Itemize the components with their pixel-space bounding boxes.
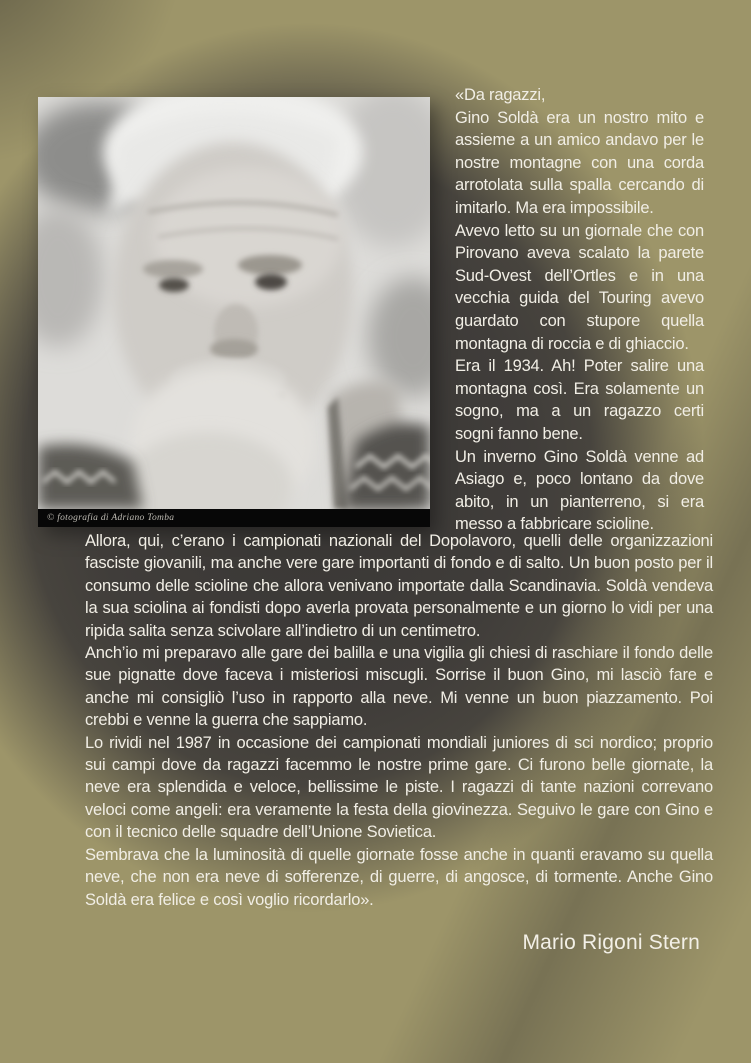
body-paragraph: Lo rividi nel 1987 in occasione dei campionati mondiali juniores di sci nordico; proprio sui campi dove da ragazzi facemmo le nostre prime gare. Ci furono belle giornate, la neve era splendida e veloce, bellissime le piste. I ragazzi di tante nazioni correvano veloci come angeli: era veramente la festa della giovinezza. Seguivo le gare con Gino e con il tecnico delle squadre dell’Unione Sovietica. xyxy=(85,733,713,842)
body-paragraph: Allora, qui, c’erano i campionati nazionali del Dopolavoro, quelli delle organizzazioni fasciste giovanili, ma anche vere gare importanti di fondo e di salto. Un buon posto per il consumo delle scioline che allora venivano importate dalla Scandinavia. Soldà vendeva la sua sciolina ai fondisti dopo averla provata personalmente e un giorno lo vidi per una ripida salita senza scivolare all’indietro di un centimetro. xyxy=(85,532,713,640)
portrait-photo xyxy=(38,97,430,509)
quote-paragraph: «Da ragazzi, xyxy=(455,86,546,104)
body-paragraph: Sembrava che la luminosità di quelle giornate fosse anche in quanti eravamo su quella neve, che non era neve di sofferenze, di guerre, di angosce, di tormente. Anche Gino Soldà era felice e così voglio ricordarlo». xyxy=(85,845,713,909)
quote-paragraph: Un inverno Gino Soldà venne ad Asiago e, poco lontano da dove abito, in un pianterreno, si era messo a fabbricare scioline. xyxy=(455,447,704,534)
author-signature: Mario Rigoni Stern xyxy=(522,931,700,954)
photo-caption: © fotografia di Adriano Tomba xyxy=(38,509,430,527)
quote-paragraph: Gino Soldà era un nostro mito e assieme a un amico andavo per le nostre montagne con una corda arrotolata sulla spalla cercando di imitarlo. Ma era impossibile. xyxy=(455,108,704,217)
quote-column xyxy=(455,84,704,536)
body-paragraph: Anch’io mi preparavo alle gare dei balilla e una vigilia gli chiesi di raschiare il fondo delle sue pignatte dove faceva i misteriosi miscugli. Sorrise il buon Gino, mi lasciò fare e anche mi consigliò l’uso in rapporto alla neve. Mi venne un buon piazzamento. Poi crebbi e venne la guerra che sappiamo. xyxy=(85,644,713,730)
portrait-figure xyxy=(38,97,430,527)
quote-paragraph: Era il 1934. Ah! Poter salire una montagna così. Era solamente un sogno, ma a un ragazzo certi sogni fanno bene. xyxy=(455,357,704,443)
quote-paragraph: Avevo letto su un giornale che con Pirovano aveva scalato la parete Sud-Ovest dell’Ortles e in una vecchia guida del Touring avevo guardato con stupore quella montagna di roccia e di ghiaccio. xyxy=(455,221,704,353)
body-text xyxy=(85,530,713,911)
